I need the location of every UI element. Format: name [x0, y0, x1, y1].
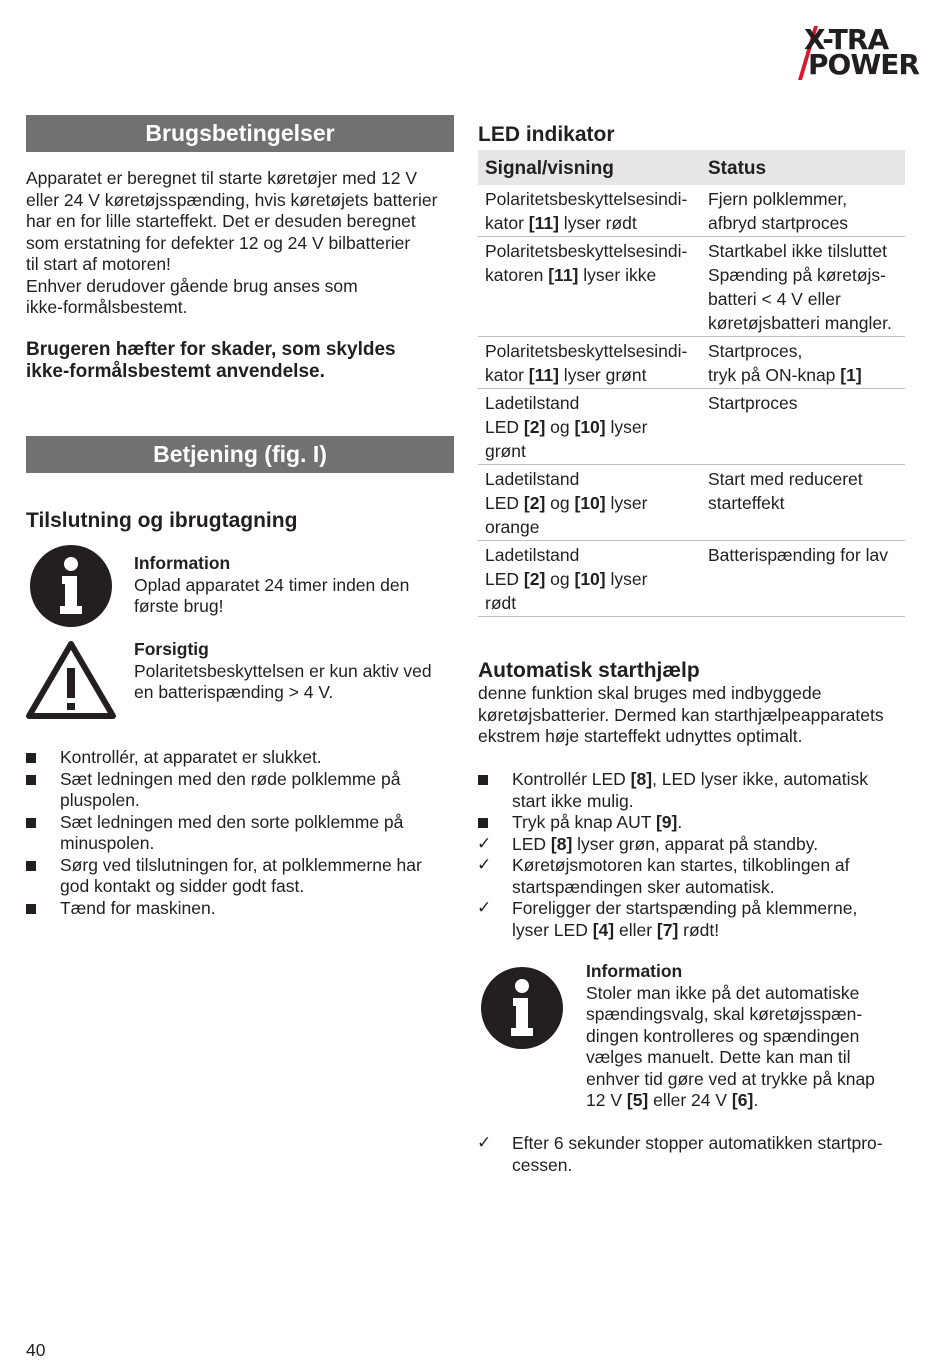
table-cell-status: Start med reduceret starteffekt — [701, 465, 905, 541]
square-bullet-icon — [26, 818, 36, 828]
text-line: Apparatet er beregnet til starte køretøjer med 12 V — [26, 168, 418, 188]
text-line: har en for lille starteffekt. Det er desuden beregnet — [26, 211, 416, 231]
checkmark-icon: ✓ — [477, 833, 492, 854]
table-row — [478, 541, 905, 617]
checkmark-icon: ✓ — [477, 1133, 492, 1153]
brand-logo — [792, 24, 927, 84]
table-cell-signal: Ladetilstand LED [2] og [10] lyser grønt — [478, 389, 701, 465]
info-note-title: Information — [586, 961, 683, 981]
list-item — [26, 898, 456, 920]
list-item — [26, 769, 456, 812]
text-line: vælges manuelt. Dette kan man til — [586, 1047, 851, 1067]
text-line: Enhver derudover gående brug anses som — [26, 275, 358, 296]
text-line: denne funktion skal bruges med indbyggede — [478, 683, 822, 703]
text-line: minuspolen. — [60, 833, 155, 853]
warning-triangle-icon — [26, 640, 116, 720]
text-line: ikke-formålsbestemt anvendelse. — [26, 361, 325, 382]
list-item: Tryk på knap AUT [9]. — [478, 812, 908, 834]
caution-note-title: Forsigtig — [134, 639, 209, 659]
usage-paragraph — [26, 168, 456, 319]
caution-note — [134, 639, 454, 704]
text-line: ekstrem høje starteffekt udnyttes optimalt. — [478, 726, 803, 746]
info-note-title: Information — [134, 553, 231, 573]
auto-start-title: Automatisk starthjælp — [478, 659, 700, 682]
info-note-auto — [586, 961, 916, 1112]
text-line: pluspolen. — [60, 790, 140, 810]
logo-line2: POWER — [808, 48, 919, 81]
led-indicator-title: LED indikator — [478, 123, 615, 146]
info-icon — [29, 544, 113, 628]
text-line: 12 V [5] eller 24 V [6]. — [586, 1090, 759, 1110]
led-table — [478, 150, 905, 617]
square-bullet-icon — [26, 753, 36, 763]
square-bullet-icon — [26, 775, 36, 785]
table-cell-status: Batterispænding for lav — [701, 541, 905, 617]
text-line: Kontrollér, at apparatet er slukket. — [60, 747, 322, 767]
info-note — [134, 553, 454, 618]
list-item: ✓ Efter 6 sekunder stopper automatikken startpro- cessen. — [477, 1133, 883, 1175]
text-line: ikke-formålsbestemt. — [26, 297, 188, 317]
list-item: ✓ LED [8] lyser grøn, apparat på standby. — [477, 833, 819, 854]
table-cell-signal: Polaritetsbeskyttelsesindi- kator [11] lyser rødt — [478, 185, 701, 237]
text-line: eller 24 V køretøjsspænding, hvis køretøjets batterier — [26, 189, 438, 210]
table-cell-status: Startproces, tryk på ON-knap [1] — [701, 337, 905, 389]
section-title-betjening: Betjening (fig. I) — [26, 436, 454, 473]
text-line: Stoler man ikke på det automatiske — [586, 982, 860, 1003]
text-line: som erstatning for defekter 12 og 24 V bilbatterier — [26, 232, 411, 253]
text-line: Sørg ved tilslutningen for, at polklemmerne har — [60, 854, 422, 875]
text-line: spændingsvalg, skal køretøjsspæn- — [586, 1004, 863, 1024]
table-row — [478, 337, 905, 389]
table-row — [478, 237, 905, 337]
checkmark-icon: ✓ — [477, 898, 492, 918]
text-line: enhver tid gøre ved at trykke på knap — [586, 1068, 875, 1089]
table-cell-status: Startkabel ikke tilsluttet Spænding på køretøjs- batteri < 4 V eller køretøjsbatteri mangler. — [701, 237, 905, 337]
table-header-status: Status — [701, 150, 905, 185]
subheading-tilslutning: Tilslutning og ibrugtagning — [26, 509, 298, 532]
table-row — [478, 185, 905, 237]
page-number: 40 — [26, 1340, 46, 1360]
table-row — [478, 389, 905, 465]
table-row — [478, 465, 905, 541]
table-cell-signal: Polaritetsbeskyttelsesindi- kator [11] lyser grønt — [478, 337, 701, 389]
connection-steps — [26, 747, 456, 919]
list-item — [26, 747, 456, 769]
checkmark-icon: ✓ — [477, 855, 492, 875]
info-icon — [480, 966, 564, 1050]
table-header-row — [478, 150, 905, 185]
final-step — [478, 1133, 908, 1176]
table-cell-status: Startproces — [701, 389, 905, 465]
text-line: første brug! — [134, 596, 224, 616]
liability-warning — [26, 339, 456, 383]
list-item: ✓ Foreligger der startspænding på klemmerne, lyser LED [4] eller [7] rødt! — [477, 898, 858, 940]
square-bullet-icon — [26, 904, 36, 914]
list-item — [26, 812, 456, 855]
text-line: god kontakt og sidder godt fast. — [60, 876, 305, 896]
text-line: Oplad apparatet 24 timer inden den — [134, 574, 410, 595]
square-bullet-icon — [478, 775, 488, 785]
text-line: Polaritetsbeskyttelsen er kun aktiv ved — [134, 660, 432, 681]
table-cell-signal: Polaritetsbeskyttelsesindi- katoren [11] lyser ikke — [478, 237, 701, 337]
list-item — [26, 855, 456, 898]
square-bullet-icon — [26, 861, 36, 871]
text-line: dingen kontrolleres og spændingen — [586, 1025, 860, 1046]
text-line: Sæt ledningen med den røde polklemme på — [60, 768, 401, 789]
text-line: Sæt ledningen med den sorte polklemme på — [60, 811, 404, 832]
table-cell-signal: Ladetilstand LED [2] og [10] lyser rødt — [478, 541, 701, 617]
table-cell-status: Fjern polklemmer, afbryd startproces — [701, 185, 905, 237]
auto-start-steps — [478, 769, 908, 941]
square-bullet-icon — [478, 818, 488, 828]
text-line: køretøjsbatterier. Dermed kan starthjælpeapparatets — [478, 704, 884, 725]
logo-line1: X-TRA — [804, 23, 889, 56]
table-header-signal: Signal/visning — [478, 150, 701, 185]
auto-start-paragraph — [478, 683, 908, 748]
text-line: til start af motoren! — [26, 254, 171, 274]
text-line: Tænd for maskinen. — [60, 897, 216, 918]
table-cell-signal: Ladetilstand LED [2] og [10] lyser orange — [478, 465, 701, 541]
list-item: ✓ Køretøjsmotoren kan startes, tilkoblingen af startspændingen sker automatisk. — [477, 855, 850, 897]
text-line: en batterispænding > 4 V. — [134, 682, 334, 702]
section-title-brugsbetingelser: Brugsbetingelser — [26, 115, 454, 152]
list-item: Kontrollér LED [8], LED lyser ikke, automatisk start ikke mulig. — [478, 769, 908, 812]
text-line: Brugeren hæfter for skader, som skyldes — [26, 339, 396, 360]
